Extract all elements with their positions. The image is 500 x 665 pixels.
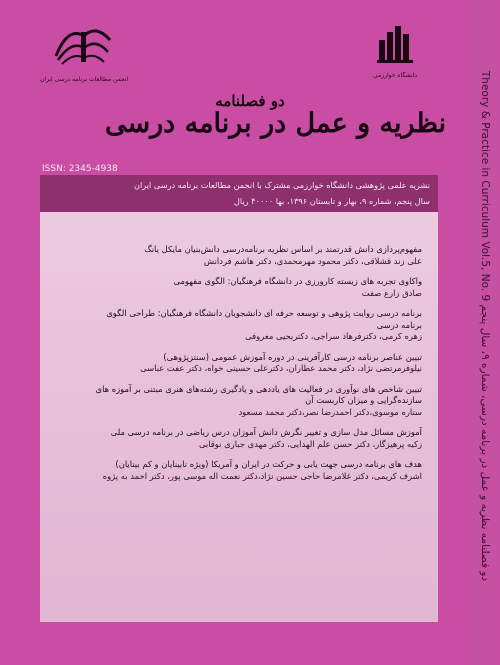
article-item [92, 244, 422, 267]
association-logo-caption: انجمن مطالعات برنامه درسی ایران [40, 76, 129, 83]
article-authors: نیلوفرمرتضی نژاد، دکتر محمد عطاران، دکترعلی حسینی خواه، دکتر عفت عباسی [140, 363, 422, 373]
article-list [92, 244, 422, 491]
university-logo-caption: دانشگاه خوارزمی [372, 72, 418, 79]
article-title: واکاوی تجربه های زیسته کارورزی در دانشگاه فرهنگیان: الگوی مفهومی [173, 276, 422, 286]
article-title: تبیین عناصر برنامه درسی کارآفرینی در دوره آموزش عمومی (سنتزپژوهی) [163, 351, 422, 362]
article-item [92, 352, 422, 375]
contents-panel [40, 212, 438, 622]
article-title: برنامه درسی روایت پژوهی و توسعه حرفه ای دانشجویان دانشگاه فرهنگیان: طراحی الگوی [106, 308, 422, 318]
spine-text: Theory & Practice in Curriculum Vol.5, No. 9 دو فصلنامه نظریه و عمل در برنامه درسی، شماره ۹، سال پنجم [479, 70, 491, 582]
article-title-continued: برنامه درسی [376, 319, 422, 330]
article-authors: علی زند قشلاقی، دکتر محمود مهرمحمدی، دکتر هاشم فردانش [203, 255, 422, 266]
article-item [92, 308, 422, 343]
spine [470, 0, 500, 665]
journal-prefix: دو فصلنامه [215, 92, 285, 110]
university-logo [360, 22, 430, 79]
article-item [92, 427, 422, 450]
article-authors: ستاره موسوی،دکتر احمدرضا نصر،دکتر محمد مسعود [238, 406, 422, 417]
article-authors: اشرف کریمی، دکتر غلامرضا حاجی حسین نژاد،دکتر نعمت اله موسی پور، دکتر احمد به پژوه [102, 470, 422, 481]
journal-title: نظریه و عمل در برنامه درسی [105, 108, 447, 139]
article-item [92, 276, 422, 299]
article-authors: زهره کرمی، دکترفرهاد سراجی، دکتریحیی معروفی [245, 331, 422, 341]
article-title-continued: سازنده‌گرایی و میزان کاربست آن [305, 395, 422, 405]
article-title: مفهوم‌پردازی دانش قدرتمند بر اساس نظریه برنامه‌درسی دانش‌بنیان مایکل یانگ [144, 244, 422, 254]
association-logo [40, 22, 129, 83]
publication-info-line: نشریه علمی پژوهشی دانشگاه خوارزمی مشترک با انجمن مطالعات برنامه درسی ایران [133, 180, 430, 190]
issue-info-line: سال پنجم، شماره ۹، بهار و تابستان ۱۳۹۶، بها ۴۰۰۰۰ ریال [233, 196, 430, 206]
university-emblem-icon [373, 22, 417, 66]
article-title: آموزش مسائل مدل سازی و تغییر نگرش دانش آموزان درس ریاضی در برنامه درسی ملی [110, 427, 422, 437]
article-title: تبیین شاخص های نوآوری در فعالیت های یاددهی و یادگیری رشته‌های هنری مبتنی بر آموزه های [95, 383, 422, 394]
article-item [92, 384, 422, 419]
article-title: هدف های برنامه درسی جهت یابی و حرکت در ایران و آمریکا (ویژه نابینایان و کم بینایان) [115, 459, 422, 469]
article-item [92, 459, 422, 482]
publication-info-band [40, 175, 438, 212]
issn: ISSN: 2345-4938 [42, 164, 118, 174]
article-authors: زکیه پرهیزگار، دکتر حسن علم الهدایی، دکتر مهدی جباری نوقابی [198, 438, 422, 449]
article-authors: صادق زارع صفت [361, 287, 422, 298]
association-emblem-icon [48, 22, 118, 70]
